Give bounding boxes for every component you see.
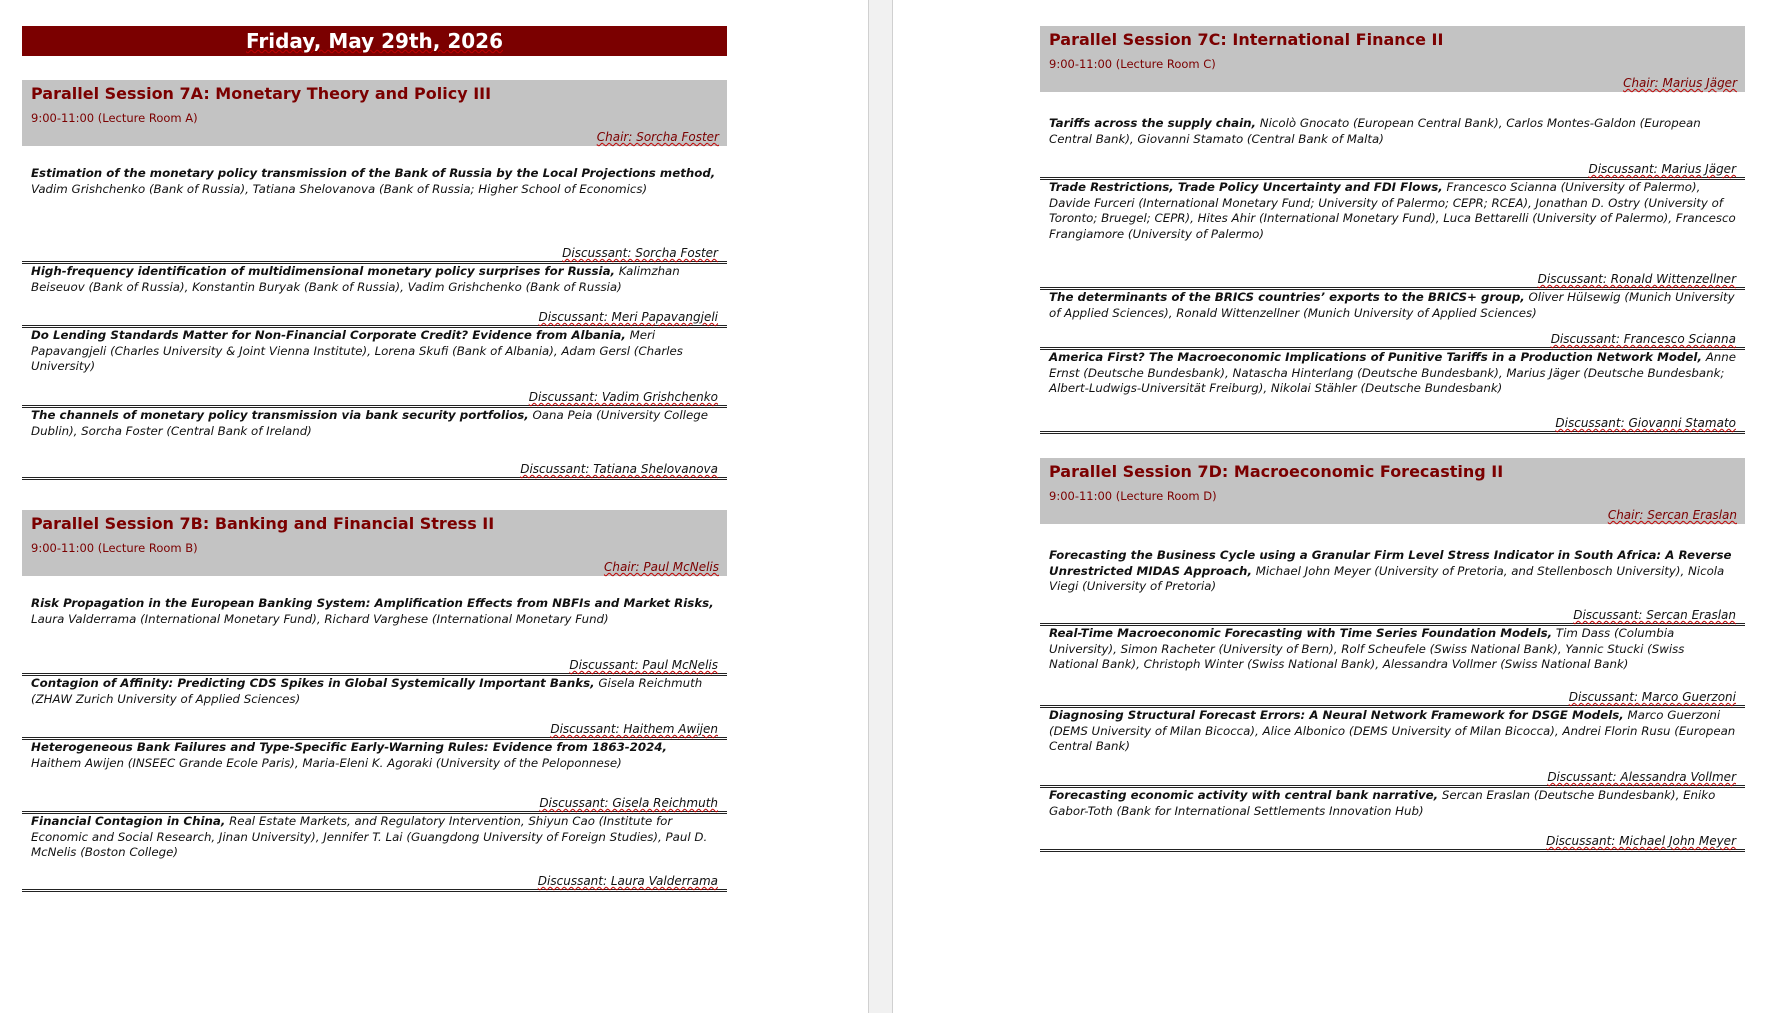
session-chair: Chair: Sercan Eraslan <box>1607 508 1737 522</box>
session-header-7a <box>22 80 727 146</box>
session-time: 9:00-11:00 (Lecture Room D) <box>1049 489 1217 503</box>
session-time: 9:00-11:00 (Lecture Room C) <box>1049 57 1216 71</box>
day-header <box>22 26 727 56</box>
paper-entry <box>22 328 727 390</box>
session-header-7c <box>1040 26 1745 92</box>
paper-entry <box>1040 708 1745 770</box>
paper-entry <box>22 740 727 796</box>
discussant: Discussant: Sorcha Foster <box>562 246 718 260</box>
paper-entry <box>22 814 727 874</box>
session-title: Parallel Session 7B: Banking and Financial Stress II <box>31 514 495 533</box>
session-title: Parallel Session 7A: Monetary Theory and Policy III <box>31 84 492 103</box>
paper-title: High-frequency identification of multidimensional monetary policy surprises for Russia, <box>31 264 616 278</box>
discussant: Discussant: Gisela Reichmuth <box>539 796 718 810</box>
paper-authors: Vadim Grishchenko (Bank of Russia), Tatiana Shelovanova (Bank of Russia; Higher School of Economics) <box>31 181 648 196</box>
paper-title: Heterogeneous Bank Failures and Type-Specific Early-Warning Rules: Evidence from 1863-2024, <box>31 740 667 754</box>
divider <box>22 889 727 892</box>
discussant: Discussant: Meri Papavangjeli <box>538 310 718 324</box>
paper-authors: Marco Guerzoni (DEMS University of Milan Bicocca), Alice Albonico (DEMS University of Milan Bicocca), Andrei Florin Rusu (European Central Bank) <box>1049 708 1736 753</box>
paper-entry <box>22 596 727 658</box>
paper-title: The determinants of the BRICS countries’ exports to the BRICS+ group, <box>1049 290 1525 304</box>
paper-entry <box>1040 548 1745 608</box>
paper-authors: Anne Ernst (Deutsche Bundesbank), Natascha Hinterlang (Deutsche Bundesbank), Marius Jäger (Deutsche Bundesbank; Albert-Ludwigs-Universität Freiburg), Nikolai Stähler (Deutsche Bundesbank) <box>1049 350 1736 395</box>
session-time: 9:00-11:00 (Lecture Room B) <box>31 541 198 555</box>
discussant: Discussant: Tatiana Shelovanova <box>520 462 718 476</box>
paper-entry <box>22 676 727 722</box>
paper-title: Forecasting economic activity with central bank narrative, <box>1049 788 1439 802</box>
paper-title: Forecasting the Business Cycle using a Granular Firm Level Stress Indicator in South Africa: A Reverse Unrestricted MIDAS Approach, <box>1049 548 1732 578</box>
paper-authors: Oliver Hülsewig (Munich University of Applied Sciences), Ronald Wittenzellner (Munich University of Applied Sciences) <box>1049 290 1735 320</box>
paper-title: America First? The Macroeconomic Implications of Punitive Tariffs in a Production Network Model, <box>1049 350 1702 364</box>
paper-authors: Nicolò Gnocato (European Central Bank), Carlos Montes-Galdon (European Central Bank), Giovanni Stamato (Central Bank of Malta) <box>1049 116 1701 146</box>
discussant: Discussant: Francesco Scianna <box>1550 332 1736 346</box>
paper-title: Estimation of the monetary policy transmission of the Bank of Russia by the Local Projections method, <box>31 166 716 180</box>
right-page-column <box>1040 0 1745 852</box>
paper-entry <box>22 264 727 310</box>
paper-authors: Kalimzhan Beiseuov (Bank of Russia), Konstantin Buryak (Bank of Russia), Vadim Grishchenko (Bank of Russia) <box>31 264 680 294</box>
paper-entry <box>1040 180 1745 272</box>
discussant: Discussant: Sercan Eraslan <box>1573 608 1736 622</box>
discussant: Discussant: Giovanni Stamato <box>1555 416 1736 430</box>
paper-entry <box>1040 626 1745 690</box>
divider <box>1040 849 1745 852</box>
paper-title: Do Lending Standards Matter for Non-Financial Corporate Credit? Evidence from Albania, <box>31 328 626 342</box>
paper-authors: Tim Dass (Columbia University), Simon Racheter (University of Bern), Rolf Scheufele (Swiss National Bank), Yannic Stucki (Swiss National Bank), Christoph Winter (Swiss National Bank), Alessandra Vollmer (Swiss National Bank) <box>1049 626 1685 671</box>
paper-entry <box>22 166 727 246</box>
discussant: Discussant: Alessandra Vollmer <box>1547 770 1736 784</box>
paper-entry <box>1040 290 1745 332</box>
session-chair: Chair: Sorcha Foster <box>596 130 719 144</box>
session-title: Parallel Session 7D: Macroeconomic Forecasting II <box>1049 462 1504 481</box>
page-gutter <box>868 0 893 1013</box>
discussant: Discussant: Vadim Grishchenko <box>528 390 718 404</box>
session-title: Parallel Session 7C: International Finance II <box>1049 30 1444 49</box>
paper-authors: Gisela Reichmuth (ZHAW Zurich University of Applied Sciences) <box>31 676 703 706</box>
paper-authors: Meri Papavangjeli (Charles University & Joint Vienna Institute), Lorena Skufi (Bank of Albania), Adam Gersl (Charles University) <box>31 328 683 373</box>
session-header-7b <box>22 510 727 576</box>
discussant: Discussant: Laura Valderrama <box>537 874 718 888</box>
day-header-text: Friday, May 29th, 2026 <box>246 29 503 53</box>
session-time: 9:00-11:00 (Lecture Room A) <box>31 111 198 125</box>
paper-entry <box>1040 350 1745 416</box>
paper-title: Real-Time Macroeconomic Forecasting with Time Series Foundation Models, <box>1049 626 1553 640</box>
paper-title: Financial Contagion in China, <box>31 814 226 828</box>
paper-entry <box>1040 788 1745 834</box>
discussant: Discussant: Marius Jäger <box>1588 162 1736 176</box>
paper-title: The channels of monetary policy transmission via bank security portfolios, <box>31 408 529 422</box>
paper-authors: Haithem Awijen (INSEEC Grande Ecole Paris), Maria-Eleni K. Agoraki (University of the Peloponnese) <box>31 755 622 770</box>
discussant: Discussant: Marco Guerzoni <box>1568 690 1736 704</box>
paper-title: Diagnosing Structural Forecast Errors: A Neural Network Framework for DSGE Models, <box>1049 708 1624 722</box>
left-page-column <box>22 0 727 892</box>
paper-title: Risk Propagation in the European Banking System: Amplification Effects from NBFIs and Market Risks, <box>31 596 714 610</box>
paper-authors: Oana Peia (University College Dublin), Sorcha Foster (Central Bank of Ireland) <box>31 408 708 438</box>
paper-entry <box>22 408 727 462</box>
paper-title: Tariffs across the supply chain, <box>1049 116 1257 130</box>
session-chair: Chair: Marius Jäger <box>1623 76 1737 90</box>
session-header-7d <box>1040 458 1745 524</box>
session-chair: Chair: Paul McNelis <box>603 560 719 574</box>
paper-entry <box>1040 116 1745 162</box>
paper-authors: Francesco Scianna (University of Palermo), Davide Furceri (International Monetary Fund; University of Palermo; CEPR; RCEA), Jonathan D. Ostry (University of Toronto; Bruegel; CEPR), Hites Ahir (International Monetary Fund), Luca Bettarelli (University of Palermo), Francesco Frangiamore (University of Palermo) <box>1049 180 1736 241</box>
paper-title: Trade Restrictions, Trade Policy Uncertainty and FDI Flows, <box>1049 180 1443 194</box>
paper-authors: Laura Valderrama (International Monetary Fund), Richard Varghese (International Monetary Fund) <box>31 611 609 626</box>
paper-authors: Real Estate Markets, and Regulatory Intervention, Shiyun Cao (Institute for Economic and Social Research, Jinan University), Jennifer T. Lai (Guangdong University of Foreign Studies), Paul D. McNelis (Boston College) <box>31 814 708 859</box>
discussant: Discussant: Haithem Awijen <box>550 722 718 736</box>
paper-title: Contagion of Affinity: Predicting CDS Spikes in Global Systemically Important Banks, <box>31 676 595 690</box>
discussant: Discussant: Michael John Meyer <box>1546 834 1736 848</box>
paper-authors: Sercan Eraslan (Deutsche Bundesbank), Eniko Gabor-Toth (Bank for International Settlements Innovation Hub) <box>1049 788 1716 818</box>
paper-authors: Michael John Meyer (University of Pretoria, and Stellenbosch University), Nicola Viegi (University of Pretoria) <box>1049 563 1725 593</box>
discussant: Discussant: Paul McNelis <box>569 658 718 672</box>
discussant: Discussant: Ronald Wittenzellner <box>1537 272 1736 286</box>
